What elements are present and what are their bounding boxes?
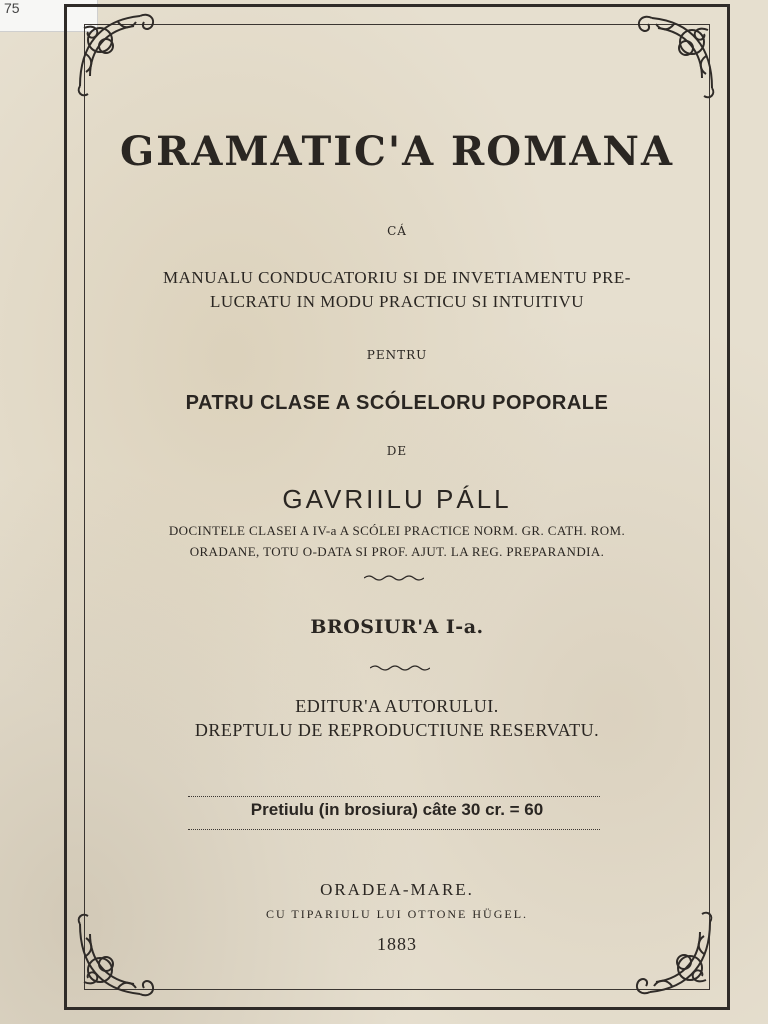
author-name: GAVRIILU PÁLL <box>282 484 512 514</box>
description <box>84 266 710 314</box>
ornament-bottom-left-icon <box>70 912 162 1004</box>
city: ORADEA-MARE. <box>320 880 474 899</box>
wavy-divider-icon <box>370 664 430 672</box>
ornament-top-left-icon <box>70 6 162 98</box>
publisher-line: EDITUR'A AUTORULUI. <box>295 696 499 716</box>
ornament-bottom-right-icon <box>628 910 720 1002</box>
price-rule-bottom <box>188 829 600 830</box>
catalog-number: 75 <box>4 0 20 16</box>
author-credentials <box>84 520 710 562</box>
description-line: MANUALU CONDUCATORIU SI DE INVETIAMENTU PRE- <box>163 268 631 287</box>
description-line: LUCRATU IN MODU PRACTICU SI INTUITIVU <box>209 292 585 311</box>
publisher-line: DREPTULU DE REPRODUCTIUNE RESERVATU. <box>194 720 600 740</box>
book-title: GRAMATIC'A ROMANA <box>119 128 675 175</box>
volume-label: BROSIUR'A I-a. <box>310 616 484 638</box>
publication-year: 1883 <box>377 934 417 954</box>
de-label: DE <box>386 444 408 458</box>
price-rule-top <box>188 796 600 797</box>
ca-label: CÁ <box>387 224 407 238</box>
wavy-divider-icon <box>364 574 424 582</box>
price-line: Pretiulu (in brosiura) câte 30 cr. = 60 <box>250 800 544 819</box>
audience-heading: PATRU CLASE A SCÓLELORU POPORALE <box>185 392 609 414</box>
printer: CU TIPARIULU LUI OTTONE HÜGEL. <box>265 907 529 921</box>
pentru-label: PENTRU <box>366 348 428 362</box>
credentials-line: ORADANE, TOTU O-DATA SI PROF. AJUT. LA REG. PREPARANDIA. <box>189 544 605 559</box>
credentials-line: DOCINTELE CLASEI A IV-a A SCÓLEI PRACTICE NORM. GR. CATH. ROM. <box>168 523 626 538</box>
publisher-info <box>84 694 710 742</box>
ornament-top-right-icon <box>630 8 722 100</box>
